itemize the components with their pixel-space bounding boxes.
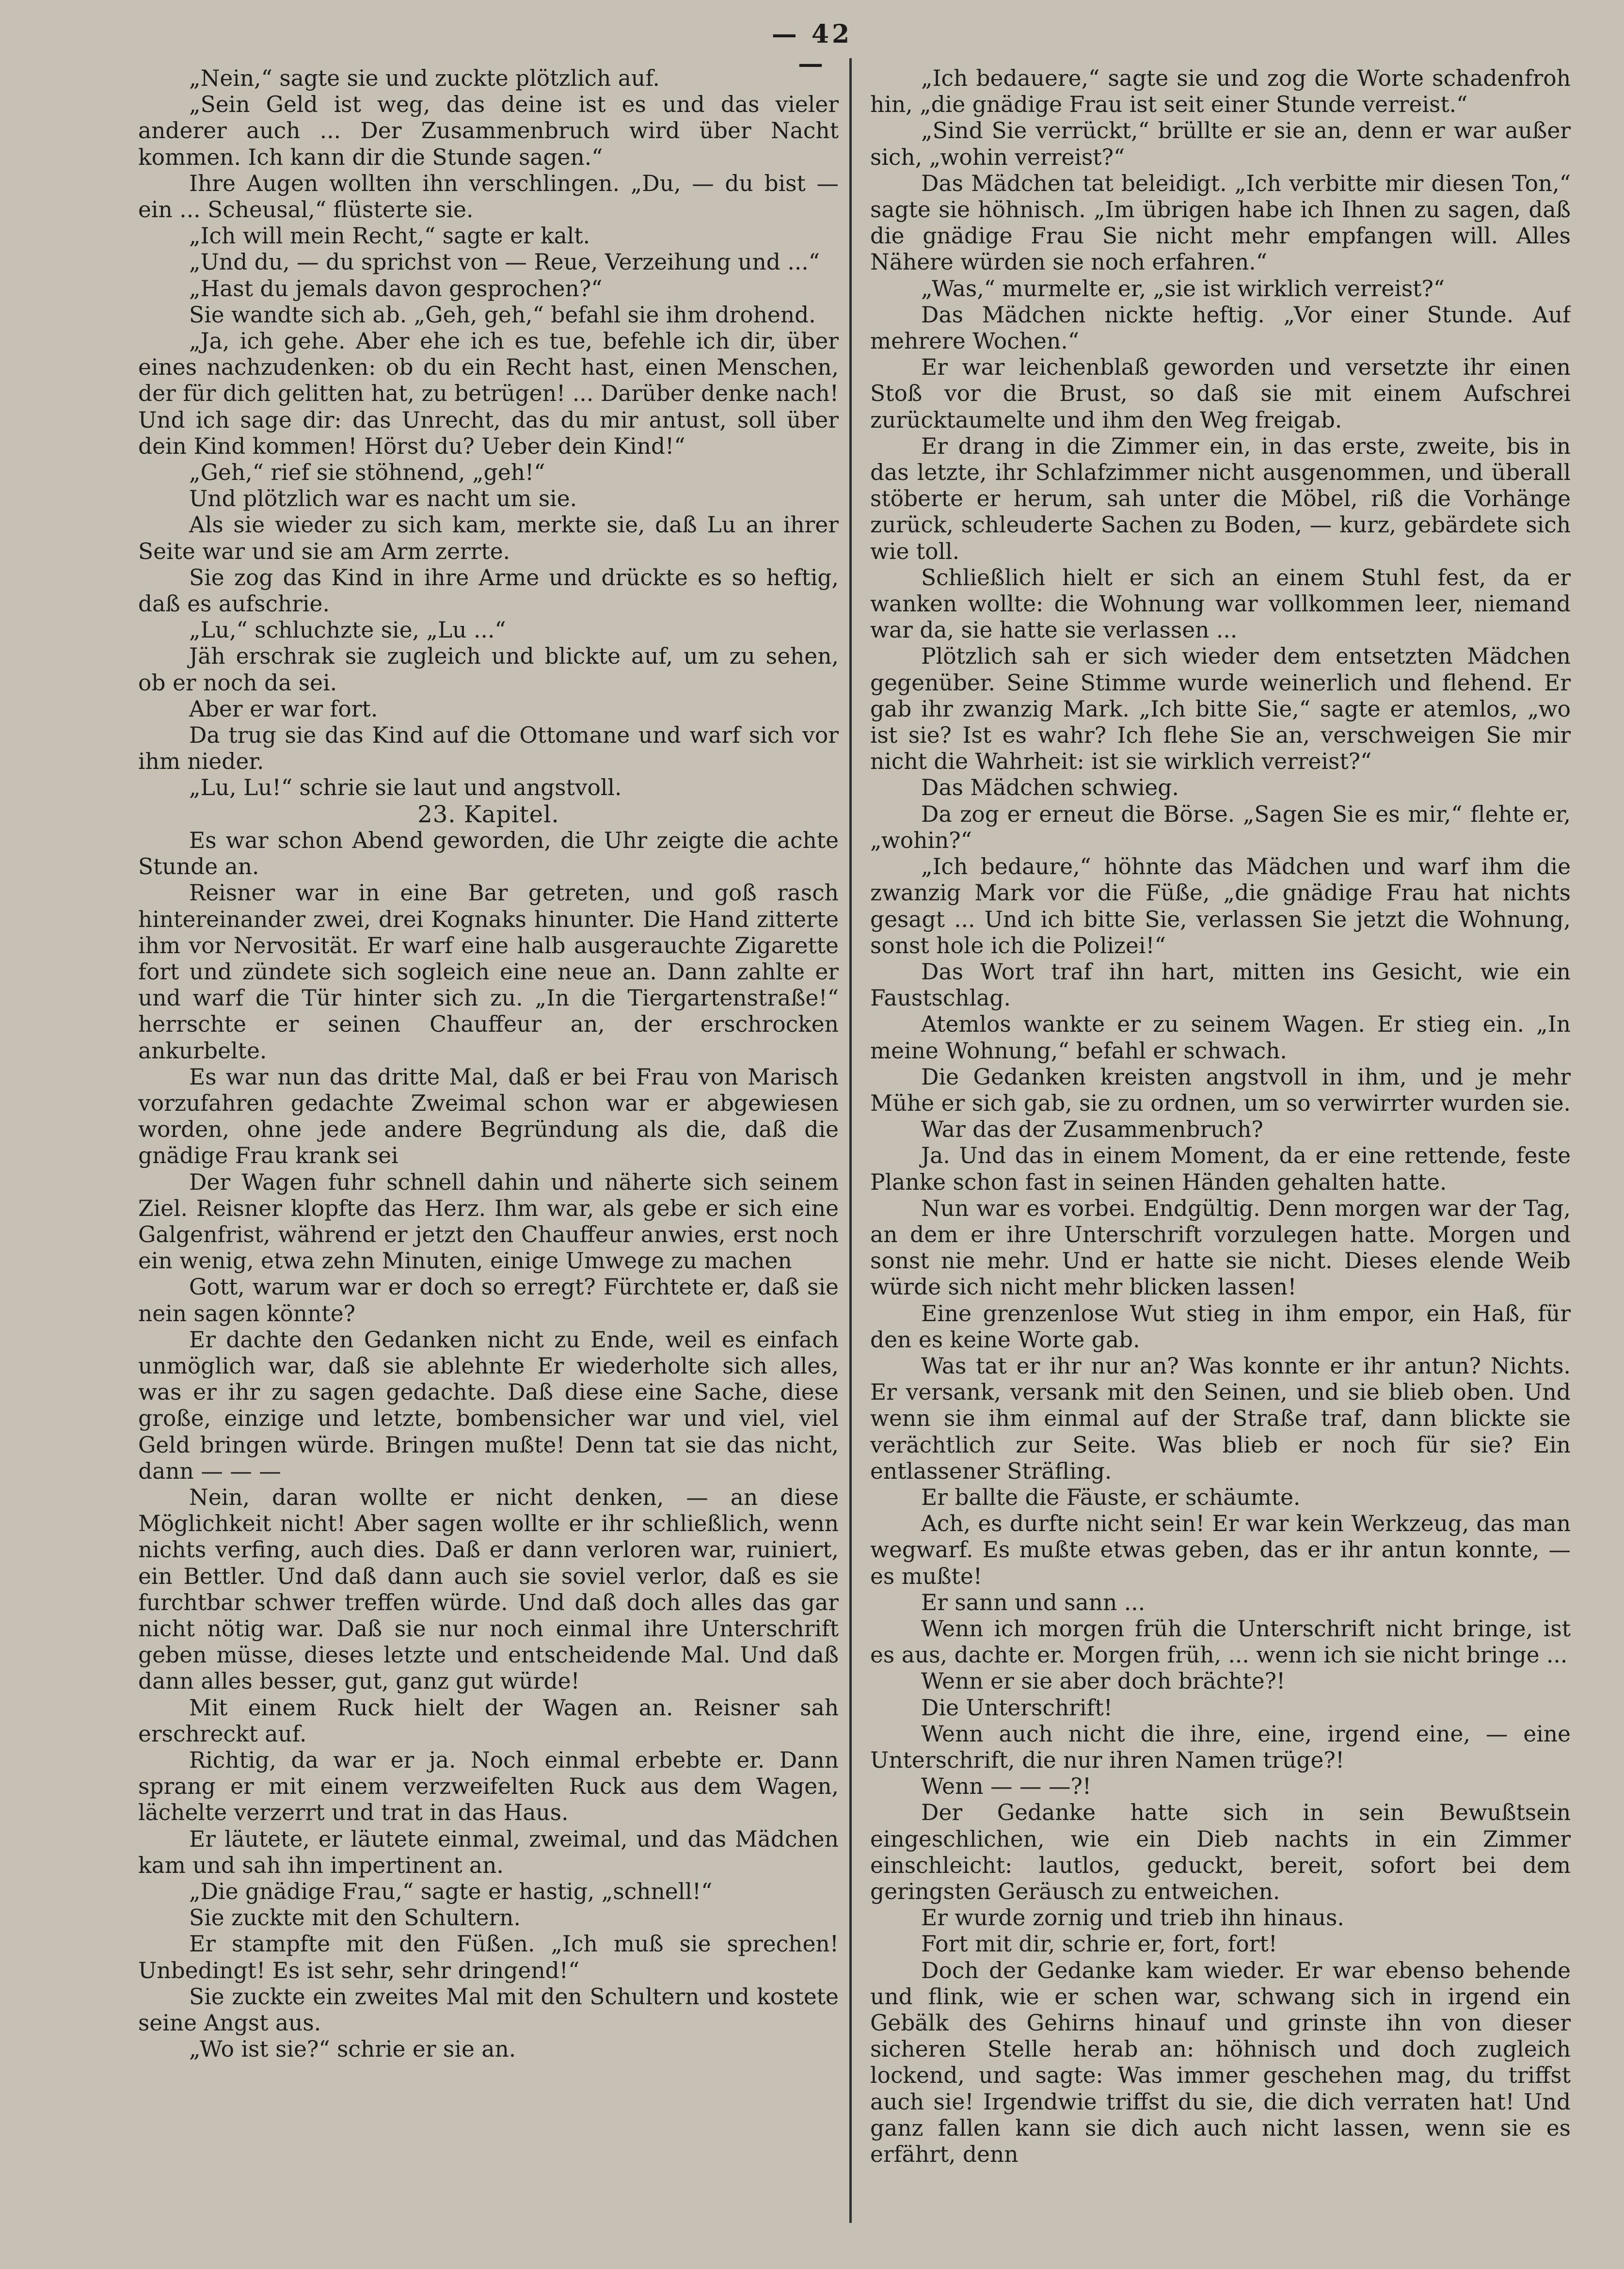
paragraph: Ihre Augen wollten ihn verschlingen. „Du, — du bist — ein ... Scheusal,“ flüsterte sie. (138, 170, 839, 223)
paragraph: Ach, es durfte nicht sein! Er war kein Werkzeug, das man wegwarf. Es mußte etwas geben, das er ihr antun konnte, — es mußte! (870, 1511, 1571, 1589)
paragraph: Er drang in die Zimmer ein, in das erste, zweite, bis in das letzte, ihr Schlafzimmer nicht ausgenommen, und überall stöberte er herum, sah unter die Möbel, riß die Vorhänge zurück, schleuderte Sachen zu Boden, — kurz, gebärdete sich wie toll. (870, 433, 1571, 564)
paragraph: Sie zuckte ein zweites Mal mit den Schultern und kostete seine Angst aus. (138, 1983, 839, 2036)
paragraph: Wenn auch nicht die ihre, eine, irgend eine, — eine Unterschrift, die nur ihren Namen trüge?! (870, 1721, 1571, 1773)
paragraph: „Ja, ich gehe. Aber ehe ich es tue, befehle ich dir, über eines nachzudenken: ob du ein Recht hast, einen Menschen, der für dich gelitten hat, zu betrügen! ... Darüber denke nach! Und ich sage dir: das Unrecht, das du mir antust, soll über dein Kind kommen! Hörst du? Ueber dein Kind!“ (138, 328, 839, 459)
paragraph: Sie wandte sich ab. „Geh, geh,“ befahl sie ihm drohend. (189, 302, 816, 328)
paragraph: „Sind Sie verrückt,“ brüllte er sie an, denn er war außer sich, „wohin verreist?“ (870, 118, 1571, 170)
paragraph: „Ich bedauere,“ sagte sie und zog die Worte schadenfroh hin, „die gnädige Frau ist seit einer Stunde verreist.“ (870, 65, 1571, 118)
page-number: — 42 — (771, 19, 853, 79)
paragraph: Der Gedanke hatte sich in sein Bewußtsein eingeschlichen, wie ein Dieb nachts in ein Zimmer einschleicht: lautlos, geduckt, bereit, sofort bei dem geringsten Geräusch zu entweichen. (870, 1800, 1571, 1905)
paragraph: Mit einem Ruck hielt der Wagen an. Reisner sah erschreckt auf. (138, 1694, 839, 1747)
paragraph: Was tat er ihr nur an? Was konnte er ihr antun? Nichts. Er versank, versank mit den Seinen, und sie blieb oben. Und wenn sie ihm einmal auf der Straße traf, dann blickte sie verächtlich zur Seite. Was blieb er noch für sie? Ein entlassener Sträfling. (870, 1353, 1571, 1484)
paragraph: Er stampfte mit den Füßen. „Ich muß sie sprechen! Unbedingt! Es ist sehr, sehr dringend!“ (138, 1931, 839, 1983)
paragraph: Sie zuckte mit den Schultern. (189, 1905, 521, 1931)
paragraph: Gott, warum war er doch so erregt? Fürchtete er, daß sie nein sagen könnte? (138, 1274, 839, 1326)
paragraph: Da zog er erneut die Börse. „Sagen Sie es mir,“ flehte er, „wohin?“ (870, 801, 1571, 853)
paragraph: „Die gnädige Frau,“ sagte er hastig, „schnell!“ (189, 1879, 713, 1905)
right-column (870, 65, 1571, 2218)
paragraph: Doch der Gedanke kam wieder. Er war ebenso behende und flink, wie er schen war, schwang sich in irgend ein Gebälk des Gehirns hinauf und grinste ihn von dieser sicheren Stelle herab an: höhnisch und doch zugleich lockend, und sagte: Was immer geschehen mag, du triffst auch sie! Irgendwie triffst du sie, die dich verraten hat! Und ganz fallen kann sie dich auch nicht lassen, wenn sie es erfährt, denn (870, 1957, 1571, 2168)
paragraph: Die Gedanken kreisten angstvoll in ihm, und je mehr Mühe er sich gab, sie zu ordnen, um so verwirrter wurden sie. (870, 1064, 1571, 1116)
paragraph: Es war nun das dritte Mal, daß er bei Frau von Marisch vorzufahren gedachte Zweimal schon war er abgewiesen worden, ohne jede andere Begründung als die, daß die gnädige Frau krank sei (138, 1064, 839, 1169)
paragraph: Das Mädchen tat beleidigt. „Ich verbitte mir diesen Ton,“ sagte sie höhnisch. „Im übrigen habe ich Ihnen zu sagen, daß die gnädige Frau Sie nicht mehr empfangen will. Alles Nähere würden sie noch erfahren.“ (870, 170, 1571, 275)
paragraph: Und plötzlich war es nacht um sie. (189, 486, 577, 512)
paragraph: Fort mit dir, schrie er, fort, fort! (921, 1931, 1277, 1957)
paragraph: „Und du, — du sprichst von — Reue, Verzeihung und ...“ (189, 249, 820, 275)
paragraph: Er sann und sann ... (921, 1589, 1146, 1615)
paragraph: „Lu,“ schluchzte sie, „Lu ...“ (189, 617, 506, 643)
right-column-text (870, 65, 1571, 2168)
paragraph: „Lu, Lu!“ schrie sie laut und angstvoll. (189, 775, 622, 801)
paragraph: Der Wagen fuhr schnell dahin und näherte sich seinem Ziel. Reisner klopfte das Herz. Ihm war, als gebe er sich eine Galgenfrist, während er jetzt den Chauffeur anwies, erst noch ein wenig, etwa zehn Minuten, einige Umwege zu machen (138, 1169, 839, 1274)
paragraph: Nun war es vorbei. Endgültig. Denn morgen war der Tag, an dem er ihre Unterschrift vorzulegen hatte. Morgen und sonst nie mehr. Und er hatte sie nicht. Dieses elende Weib würde sich nicht mehr blicken lassen! (870, 1195, 1571, 1300)
left-column-text-after-heading (138, 828, 839, 2063)
paragraph: Atemlos wankte er zu seinem Wagen. Er stieg ein. „In meine Wohnung,“ befahl er schwach. (870, 1011, 1571, 1064)
paragraph: Eine grenzenlose Wut stieg in ihm empor, ein Haß, für den es keine Worte gab. (870, 1300, 1571, 1353)
paragraph: Er dachte den Gedanken nicht zu Ende, weil es einfach unmöglich war, daß sie ablehnte Er wiederholte sich alles, was er ihr zu sagen gedachte. Daß diese eine Sache, diese große, einzige und letzte, bombensicher war und viel, viel Geld bringen würde. Bringen mußte! Denn tat sie das nicht, dann — — — (138, 1326, 839, 1484)
left-column-text-before-heading (138, 65, 839, 801)
paragraph: Er läutete, er läutete einmal, zweimal, und das Mädchen kam und sah ihn impertinent an. (138, 1826, 839, 1878)
paragraph: „Nein,“ sagte sie und zuckte plötzlich auf. (189, 65, 660, 91)
paragraph: Die Unterschrift! (921, 1694, 1113, 1721)
paragraph: Das Wort traf ihn hart, mitten ins Gesicht, wie ein Faustschlag. (870, 959, 1571, 1011)
paragraph: Ja. Und das in einem Moment, da er eine rettende, feste Planke schon fast in seinen Händen gehalten hatte. (870, 1143, 1571, 1195)
paragraph: Er wurde zornig und trieb ihn hinaus. (921, 1905, 1344, 1931)
paragraph: Da trug sie das Kind auf die Ottomane und warf sich vor ihm nieder. (138, 722, 839, 775)
paragraph: War das der Zusammenbruch? (921, 1117, 1263, 1143)
paragraph: Als sie wieder zu sich kam, merkte sie, daß Lu an ihrer Seite war und sie am Arm zerrte. (138, 512, 839, 564)
paragraph: Sie zog das Kind in ihre Arme und drückte es so heftig, daß es aufschrie. (138, 564, 839, 617)
paragraph: Er war leichenblaß geworden und versetzte ihr einen Stoß vor die Brust, so daß sie mit einem Aufschrei zurücktaumelte und ihm den Weg freigab. (870, 354, 1571, 433)
paragraph: „Ich will mein Recht,“ sagte er kalt. (189, 223, 590, 249)
column-divider (849, 58, 852, 2223)
paragraph: Aber er war fort. (189, 696, 378, 722)
paragraph: Wenn — — —?! (921, 1774, 1092, 1800)
paragraph: Richtig, da war er ja. Noch einmal erbebte er. Dann sprang er mit einem verzweifelten Ruck aus dem Wagen, lächelte verzerrt und trat in das Haus. (138, 1747, 839, 1826)
chapter-heading: 23. Kapitel. (417, 800, 559, 828)
paragraph: Das Mädchen schwieg. (921, 775, 1179, 801)
paragraph: Jäh erschrak sie zugleich und blickte auf, um zu sehen, ob er noch da sei. (138, 643, 839, 696)
paragraph: Reisner war in eine Bar getreten, und goß rasch hintereinander zwei, drei Kognaks hinunter. Die Hand zitterte ihm vor Nervosität. Er warf eine halb ausgerauchte Zigarette fort und zündete sich sogleich eine neue an. Dann zahlte er und warf die Tür hinter sich zu. „In die Tiergartenstraße!“ herrschte er seinen Chauffeur an, der erschrocken ankurbelte. (138, 880, 839, 1064)
paragraph: „Ich bedaure,“ höhnte das Mädchen und warf ihm die zwanzig Mark vor die Füße, „die gnädige Frau hat nichts gesagt ... Und ich bitte Sie, verlassen Sie jetzt die Wohnung, sonst hole ich die Polizei!“ (870, 854, 1571, 959)
paragraph: „Hast du jemals davon gesprochen?“ (189, 275, 603, 302)
paragraph: Es war schon Abend geworden, die Uhr zeigte die achte Stunde an. (138, 827, 839, 880)
paragraph: Das Mädchen nickte heftig. „Vor einer Stunde. Auf mehrere Wochen.“ (870, 302, 1571, 354)
paragraph: „Wo ist sie?“ schrie er sie an. (189, 2036, 516, 2062)
paragraph: „Was,“ murmelte er, „sie ist wirklich verreist?“ (921, 275, 1445, 302)
paragraph: Er ballte die Fäuste, er schäumte. (921, 1484, 1301, 1510)
paragraph: Wenn ich morgen früh die Unterschrift nicht bringe, ist es aus, dachte er. Morgen früh, ... wenn ich sie nicht bringe ... (870, 1615, 1571, 1668)
paragraph: „Sein Geld ist weg, das deine ist es und das vieler anderer auch ... Der Zusammenbruch wird über Nacht kommen. Ich kann dir die Stunde sagen.“ (138, 92, 839, 170)
paragraph: Nein, daran wollte er nicht denken, — an diese Möglichkeit nicht! Aber sagen wollte er ihr schließlich, wenn nichts verfing, auch dies. Daß er dann verloren war, ruiniert, ein Bettler. Und daß dann auch sie soviel verlor, daß es sie furchtbar schwer treffen würde. Und daß doch alles das gar nicht nötig war. Daß sie nur noch einmal ihre Unterschrift geben müsse, dieses letzte und entscheidende Mal. Und daß dann alles besser, gut, ganz gut würde! (138, 1484, 839, 1694)
paragraph: Wenn er sie aber doch brächte?! (921, 1668, 1286, 1694)
paragraph: Plötzlich sah er sich wieder dem entsetzten Mädchen gegenüber. Seine Stimme wurde weinerlich und flehend. Er gab ihr zwanzig Mark. „Ich bitte Sie,“ sagte er atemlos, „wo ist sie? Ist es wahr? Ich flehe Sie an, verschweigen Sie mir nicht die Wahrheit: ist sie wirklich verreist?“ (870, 643, 1571, 775)
paragraph: Schließlich hielt er sich an einem Stuhl fest, da er wanken wollte: die Wohnung war vollkommen leer, niemand war da, sie hatte sie verlassen ... (870, 564, 1571, 643)
paragraph: „Geh,“ rief sie stöhnend, „geh!“ (189, 460, 545, 486)
left-column (138, 65, 839, 2218)
